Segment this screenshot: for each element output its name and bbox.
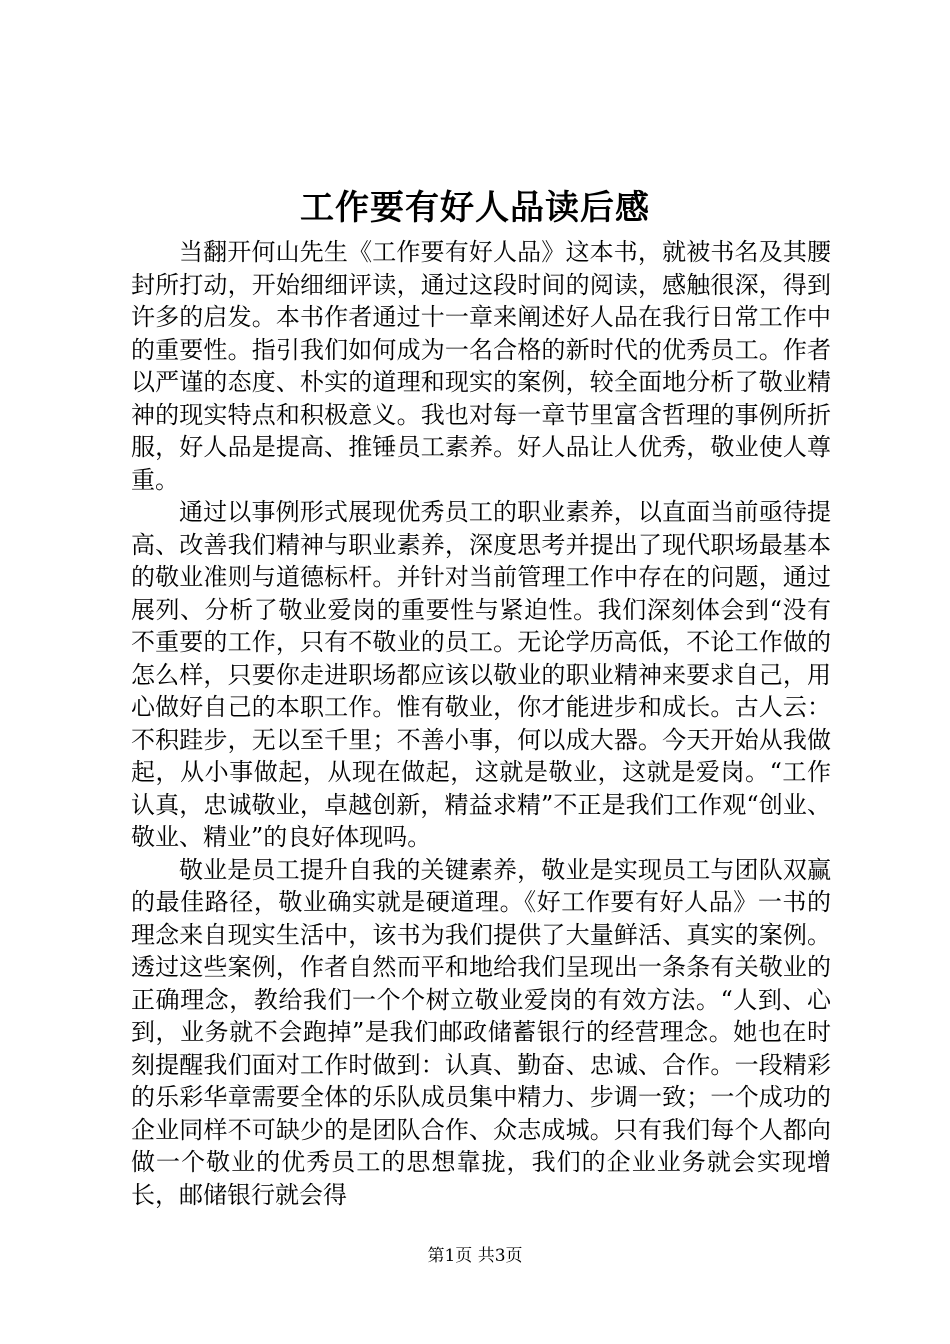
paragraph-2: 通过以事例形式展现优秀员工的职业素养，以直面当前亟待提高、改善我们精神与职业素养，深度思考并提出了现代职场最基本的敬业准则与道德标杆。并针对当前管理工作中存在的问题，通过展列、分析了敬业爱岗的重要性与紧迫性。我们深刻体会到“没有不重要的工作，只有不敬业的员工。无论学历高低，不论工作做的怎么样，只要你走进职场都应该以敬业的职业精神来要求自己，用心做好自己的本职工作。惟有敬业，你才能进步和成长。古人云：不积跬步，无以至千里；不善小事，何以成大器。今天开始从我做起，从小事做起，从现在做起，这就是敬业，这就是爱岗。“工作认真，忠诚敬业，卓越创新，精益求精”不正是我们工作观“创业、敬业、精业”的良好体现吗。 bbox=[131, 498, 831, 851]
paragraph-3: 敬业是员工提升自我的关键素养，敬业是实现员工与团队双赢的最佳路径，敬业确实就是硬道理。《好工作要有好人品》一书的理念来自现实生活中，该书为我们提供了大量鲜活、真实的案例。透过这些案例，作者自然而平和地给我们呈现出一条条有关敬业的正确理念，教给我们一个个树立敬业爱岗的有效方法。“人到、心到，业务就不会跑掉”是我们邮政储蓄银行的经营理念。她也在时刻提醒我们面对工作时做到：认真、勤奋、忠诚、合作。一段精彩的乐彩华章需要全体的乐队成员集中精力、步调一致；一个成功的企业同样不可缺少的是团队合作、众志成城。只有我们每个人都向做一个敬业的优秀员工的思想靠拢，我们的企业业务就会实现增长，邮储银行就会得 bbox=[131, 855, 831, 1209]
page-footer: 第1页 共3页 bbox=[427, 1246, 523, 1266]
document-title: 工作要有好人品读后感 bbox=[300, 188, 650, 228]
document-body bbox=[131, 236, 831, 1211]
paragraph-1: 当翻开何山先生《工作要有好人品》这本书，就被书名及其腰封所打动，开始细细评读，通过这段时间的阅读，感触很深，得到许多的启发。本书作者通过十一章来阐述好人品在我行日常工作中的重要性。指引我们如何成为一名合格的新时代的优秀员工。作者以严谨的态度、朴实的道理和现实的案例，较全面地分析了敬业精神的现实特点和积极意义。我也对每一章节里富含哲理的事例所折服，好人品是提高、推锤员工素养。好人品让人优秀，敬业使人尊重。 bbox=[131, 238, 831, 494]
